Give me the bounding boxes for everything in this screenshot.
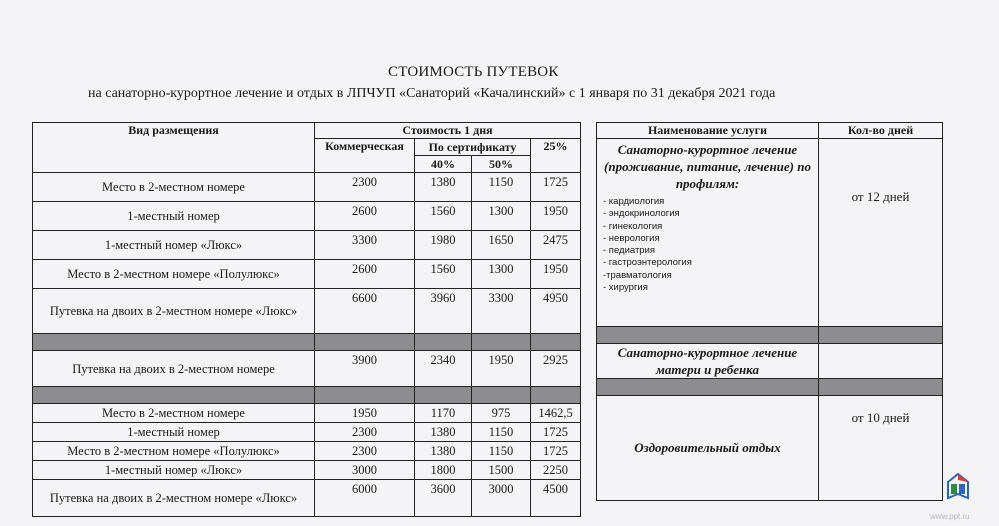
price-50: 1150: [472, 173, 531, 202]
price-40: 1170: [415, 404, 472, 423]
table-row: [33, 480, 581, 517]
document-title: СТОИМОСТЬ ПУТЕВОК: [388, 64, 559, 80]
table-row: [33, 202, 581, 231]
service-mother-child: Санаторно-курортное лечение матери и ребенка: [597, 344, 819, 379]
row-name: Путевка на двоих в 2-местном номере: [33, 351, 315, 387]
row-name: 1-местный номер «Люкс»: [33, 231, 315, 260]
header-days: Кол-во дней: [819, 123, 943, 139]
price-25: 1725: [531, 442, 581, 461]
section-sanatorium: [33, 173, 581, 334]
house-book-logo-icon: [946, 468, 970, 502]
profile-item: - неврология: [603, 232, 660, 244]
section-mother-child: [33, 351, 581, 387]
section-wellness: [33, 404, 581, 517]
price-40: 1560: [415, 260, 472, 289]
price-commercial: 2600: [315, 202, 415, 231]
service-table: [596, 122, 943, 501]
header-certificate: По сертификату: [415, 139, 531, 156]
row-name: Место в 2-местном номере: [33, 404, 315, 423]
price-40: 1560: [415, 202, 472, 231]
service-sanatorium-cell: [597, 139, 819, 327]
profile-item: - гинекология: [603, 220, 663, 232]
days-cell-1: [819, 139, 943, 327]
row-name: 1-местный номер: [33, 202, 315, 231]
price-40: 2340: [415, 351, 472, 387]
row-name: Путевка на двоих в 2-местном номере «Люкс»: [33, 480, 315, 517]
price-50: 1500: [472, 461, 531, 480]
price-25: 1725: [531, 423, 581, 442]
document-subtitle: на санаторно-курортное лечение и отдых в ЛПЧУП «Санаторий «Качалинский» с 1 января по 31 декабря 2021 года: [88, 86, 776, 101]
price-commercial: 2300: [315, 173, 415, 202]
row-name: 1-местный номер «Люкс»: [33, 461, 315, 480]
profile-item: - хирургия: [603, 282, 648, 294]
price-commercial: 2300: [315, 442, 415, 461]
table-row: [33, 260, 581, 289]
price-commercial: 2300: [315, 423, 415, 442]
price-50: 1950: [472, 351, 531, 387]
price-25: 4500: [531, 480, 581, 517]
price-commercial: 3900: [315, 351, 415, 387]
price-commercial: 2600: [315, 260, 415, 289]
row-name: Место в 2-местном номере «Полулюкс»: [33, 442, 315, 461]
price-25: 1950: [531, 202, 581, 231]
header-40: 40%: [415, 156, 472, 173]
row-name: 1-местный номер: [33, 423, 315, 442]
price-50: 1150: [472, 442, 531, 461]
watermark: www.ppt.ru: [930, 512, 970, 521]
price-25: 1725: [531, 173, 581, 202]
profile-list: [603, 196, 818, 294]
price-40: 3600: [415, 480, 472, 517]
table-row: [33, 404, 581, 423]
header-cost: Стоимость 1 дня: [315, 123, 581, 139]
profile-item: -травматология: [603, 269, 672, 281]
profile-item: - педиатрия: [603, 245, 656, 257]
table-row: [33, 461, 581, 480]
price-50: 3300: [472, 289, 531, 334]
profile-item: - эндокринология: [603, 208, 680, 220]
table-row: [33, 423, 581, 442]
separator-row: [597, 327, 943, 344]
price-commercial: 1950: [315, 404, 415, 423]
price-25: 2925: [531, 351, 581, 387]
price-40: 1380: [415, 173, 472, 202]
row-name: Место в 2-местном номере: [33, 173, 315, 202]
profile-item: - гастроэнтерология: [603, 257, 692, 269]
profile-item: - кардиология: [603, 196, 665, 207]
price-40: 1380: [415, 423, 472, 442]
price-25: 1462,5: [531, 404, 581, 423]
table-row: [33, 351, 581, 387]
price-25: 4950: [531, 289, 581, 334]
price-50: 1650: [472, 231, 531, 260]
table-row: [33, 231, 581, 260]
days-cell-3: [819, 396, 943, 501]
separator-row: [597, 379, 943, 396]
price-50: 975: [472, 404, 531, 423]
price-commercial: 6600: [315, 289, 415, 334]
service-wellness: Оздоровительный отдых: [597, 396, 819, 501]
header-placement: Вид размещения: [33, 123, 315, 173]
days-12: от 12 дней: [851, 189, 910, 204]
price-commercial: 3000: [315, 461, 415, 480]
price-50: 1300: [472, 260, 531, 289]
price-50: 3000: [472, 480, 531, 517]
price-table: [32, 122, 581, 517]
header-service: Наименование услуги: [597, 123, 819, 139]
header-50: 50%: [472, 156, 531, 173]
separator-row: [33, 334, 581, 351]
price-commercial: 6000: [315, 480, 415, 517]
table-row: [33, 442, 581, 461]
header-commercial: Коммерческая: [315, 139, 415, 173]
row-name: Место в 2-местном номере «Полулюкс»: [33, 260, 315, 289]
table-row: [33, 173, 581, 202]
separator-row: [33, 387, 581, 404]
price-25: 2250: [531, 461, 581, 480]
price-25: 2475: [531, 231, 581, 260]
price-25: 1950: [531, 260, 581, 289]
table-row: [33, 289, 581, 334]
row-name: Путевка на двоих в 2-местном номере «Люкс»: [33, 289, 315, 334]
days-10: от 10 дней: [851, 410, 910, 425]
price-40: 1980: [415, 231, 472, 260]
price-50: 1300: [472, 202, 531, 231]
header-25: 25%: [531, 139, 581, 173]
price-40: 1380: [415, 442, 472, 461]
price-40: 1800: [415, 461, 472, 480]
price-commercial: 3300: [315, 231, 415, 260]
service-sanatorium: Санаторно-курортное лечение (проживание, питание, лечение) по профилям:: [604, 142, 811, 191]
days-cell-2: [819, 344, 943, 379]
price-40: 3960: [415, 289, 472, 334]
price-50: 1150: [472, 423, 531, 442]
